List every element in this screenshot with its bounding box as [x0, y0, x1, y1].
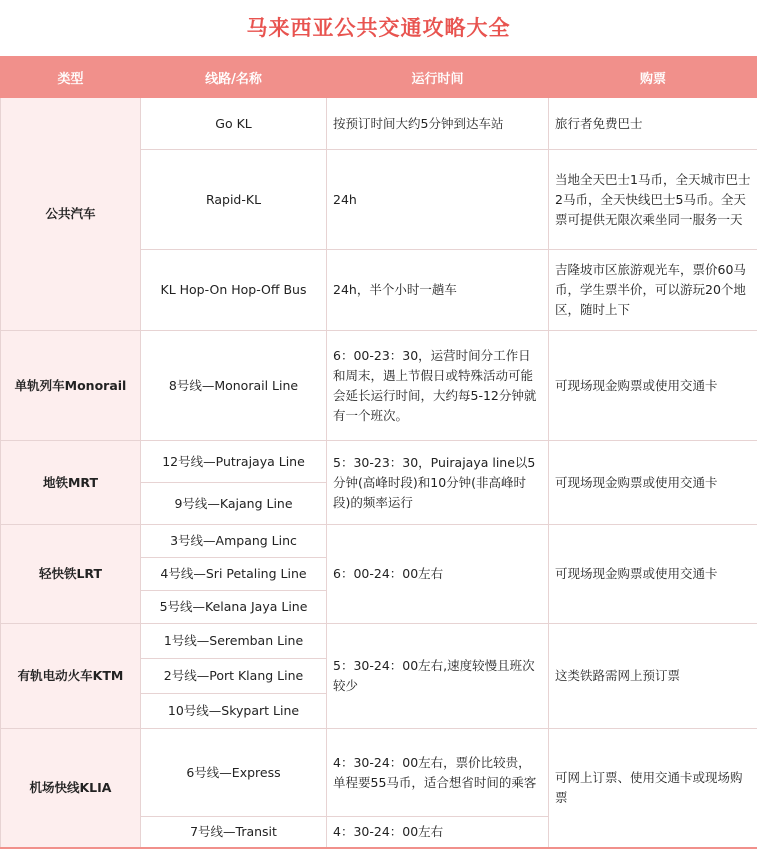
route-cell: 10号线—Skypart Line — [141, 694, 327, 729]
route-cell: 6号线—Express — [141, 729, 327, 817]
ticket-cell: 可现场现金购票或使用交通卡 — [549, 441, 757, 525]
table-row — [1, 729, 757, 817]
type-ktm: 有轨电动火车KTM — [1, 624, 141, 729]
time-cell: 5：30-24：00左右,速度较慢且班次较少 — [327, 624, 549, 729]
route-cell: 7号线—Transit — [141, 817, 327, 848]
transport-table — [0, 56, 757, 849]
type-monorail: 单轨列车Monorail — [1, 331, 141, 441]
route-cell: 4号线—Sri Petaling Line — [141, 558, 327, 591]
ticket-cell: 可网上订票、使用交通卡或现场购票 — [549, 729, 757, 848]
header-route: 线路/名称 — [141, 57, 327, 98]
page-title: 马来西亚公共交通攻略大全 — [246, 16, 511, 40]
route-cell: 3号线—Ampang Linc — [141, 525, 327, 558]
time-cell: 6：00-23：30，运营时间分工作日和周末，遇上节假日或特殊活动可能会延长运行时间，大约每5-12分钟就有一个班次。 — [327, 331, 549, 441]
table-row — [1, 331, 757, 441]
time-cell: 24h，半个小时一趟车 — [327, 250, 549, 331]
header-ticket: 购票 — [549, 57, 757, 98]
ticket-cell: 可现场现金购票或使用交通卡 — [549, 525, 757, 624]
route-cell: Go KL — [141, 98, 327, 150]
route-cell: 12号线—Putrajaya Line — [141, 441, 327, 483]
time-cell: 按预订时间大约5分钟到达车站 — [327, 98, 549, 150]
ticket-cell: 当地全天巴士1马币，全天城市巴士2马币，全天快线巴士5马币。全天票可提供无限次乘坐同一服务一天 — [549, 150, 757, 250]
table-row — [1, 441, 757, 483]
ticket-cell: 吉隆坡市区旅游观光车，票价60马币，学生票半价，可以游玩20个地区，随时上下 — [549, 250, 757, 331]
route-cell: Rapid-KL — [141, 150, 327, 250]
header-type: 类型 — [1, 57, 141, 98]
route-cell: KL Hop-On Hop-Off Bus — [141, 250, 327, 331]
header-row — [1, 57, 757, 98]
time-cell: 4：30-24：00左右，票价比较贵，单程要55马币，适合想省时间的乘客 — [327, 729, 549, 817]
time-cell: 24h — [327, 150, 549, 250]
route-cell: 9号线—Kajang Line — [141, 483, 327, 525]
ticket-cell: 旅行者免费巴士 — [549, 98, 757, 150]
type-mrt: 地铁MRT — [1, 441, 141, 525]
route-cell: 2号线—Port Klang Line — [141, 659, 327, 694]
route-cell: 5号线—Kelana Jaya Line — [141, 591, 327, 624]
time-cell: 6：00-24：00左右 — [327, 525, 549, 624]
type-klia: 机场快线KLIA — [1, 729, 141, 848]
type-lrt: 轻快铁LRT — [1, 525, 141, 624]
time-cell: 5：30-23：30，Puirajaya line以5分钟(高峰时段)和10分钟(非高峰时段)的频率运行 — [327, 441, 549, 525]
table-row — [1, 98, 757, 150]
route-cell: 8号线—Monorail Line — [141, 331, 327, 441]
table-row — [1, 624, 757, 659]
ticket-cell: 可现场现金购票或使用交通卡 — [549, 331, 757, 441]
table-row — [1, 525, 757, 558]
ticket-cell: 这类铁路需网上预订票 — [549, 624, 757, 729]
header-time: 运行时间 — [327, 57, 549, 98]
type-bus: 公共汽车 — [1, 98, 141, 331]
route-cell: 1号线—Seremban Line — [141, 624, 327, 659]
time-cell: 4：30-24：00左右 — [327, 817, 549, 848]
